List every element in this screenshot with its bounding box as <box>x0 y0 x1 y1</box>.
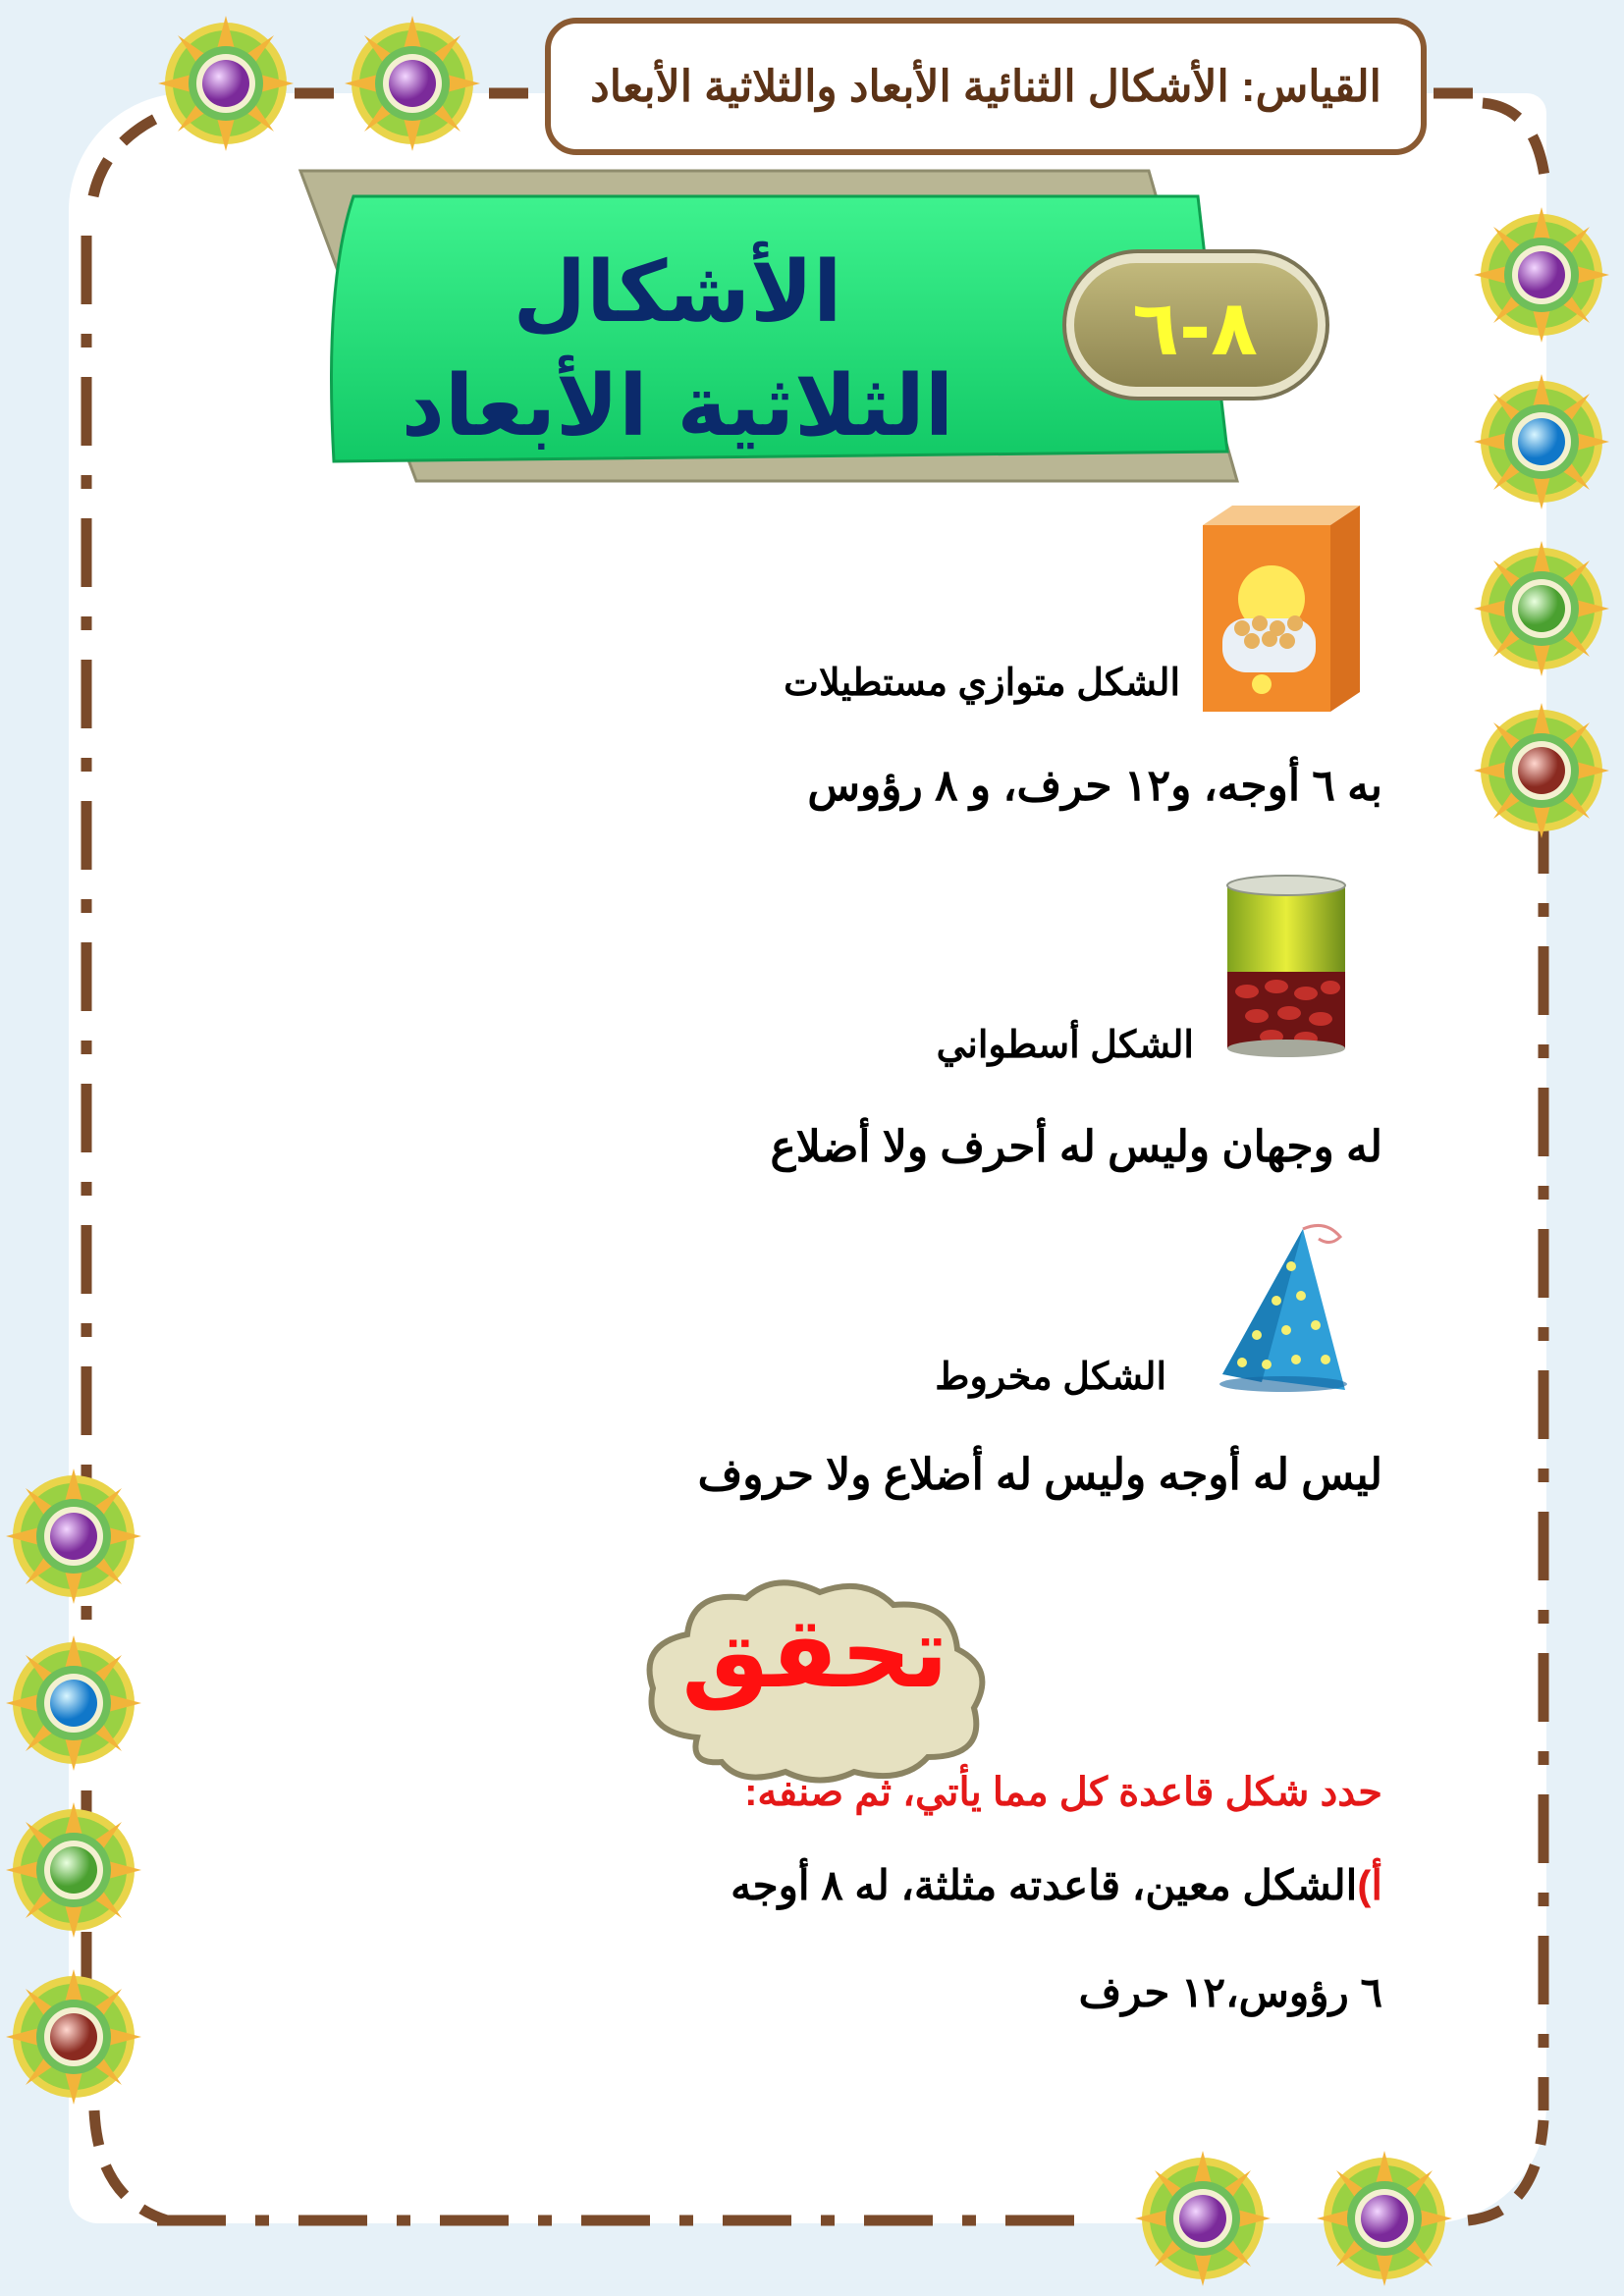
party-hat-picture <box>1203 1217 1360 1394</box>
unit-title: القياس: الأشكال الثنائية الأبعاد والثلاثية الأبعاد <box>590 62 1381 111</box>
flower-red-decoration <box>1468 697 1615 844</box>
shape-name-cylinder: الشكل أسطواني <box>936 1025 1194 1066</box>
shape-desc-cylinder: له وجهان وليس له أحرف ولا أضلاع <box>770 1123 1382 1171</box>
flower-purple-decoration <box>339 10 486 157</box>
exercise-item-line1: الشكل معين، قاعدته مثلثة، له ٨ أوجه <box>731 1862 1358 1908</box>
exercise-prompt: حدد شكل قاعدة كل مما يأتي، ثم صنفه: <box>744 1771 1382 1814</box>
flower-green-decoration <box>1468 535 1615 682</box>
shape-name-prism: الشكل متوازي مستطيلات <box>784 663 1180 704</box>
flower-purple-decoration <box>152 10 299 157</box>
lesson-number: ٨-٦ <box>1132 285 1258 373</box>
exercise-item-line2: ٦ رؤوس،١٢ حرف <box>1078 1969 1382 2015</box>
flower-blue-decoration <box>1468 368 1615 515</box>
cereal-box-picture <box>1203 506 1370 712</box>
shape-desc-cone: ليس له أوجه وليس له أضلاع ولا حروف <box>697 1451 1382 1499</box>
flower-purple-decoration <box>1311 2145 1458 2292</box>
flower-purple-decoration <box>0 1463 147 1610</box>
exercise-item-marker: أ) <box>1357 1862 1382 1908</box>
flower-purple-decoration <box>1468 201 1615 348</box>
flower-green-decoration <box>0 1796 147 1944</box>
lesson-title-line1: الأشكال <box>513 243 842 342</box>
check-label: تحقق <box>681 1595 948 1710</box>
shape-name-cone: الشكل مخروط <box>935 1357 1166 1398</box>
lesson-title <box>373 236 982 463</box>
unit-title-box <box>545 18 1427 155</box>
flower-purple-decoration <box>1129 2145 1276 2292</box>
bean-can-picture <box>1222 874 1350 1060</box>
shape-desc-prism: به ٦ أوجه، و١٢ حرف، و ٨ رؤوس <box>807 762 1382 810</box>
lesson-title-line2: الثلاثية الأبعاد <box>401 357 954 455</box>
flower-red-decoration <box>0 1963 147 2110</box>
flower-blue-decoration <box>0 1629 147 1777</box>
exercise-item-a <box>731 1861 1382 1909</box>
